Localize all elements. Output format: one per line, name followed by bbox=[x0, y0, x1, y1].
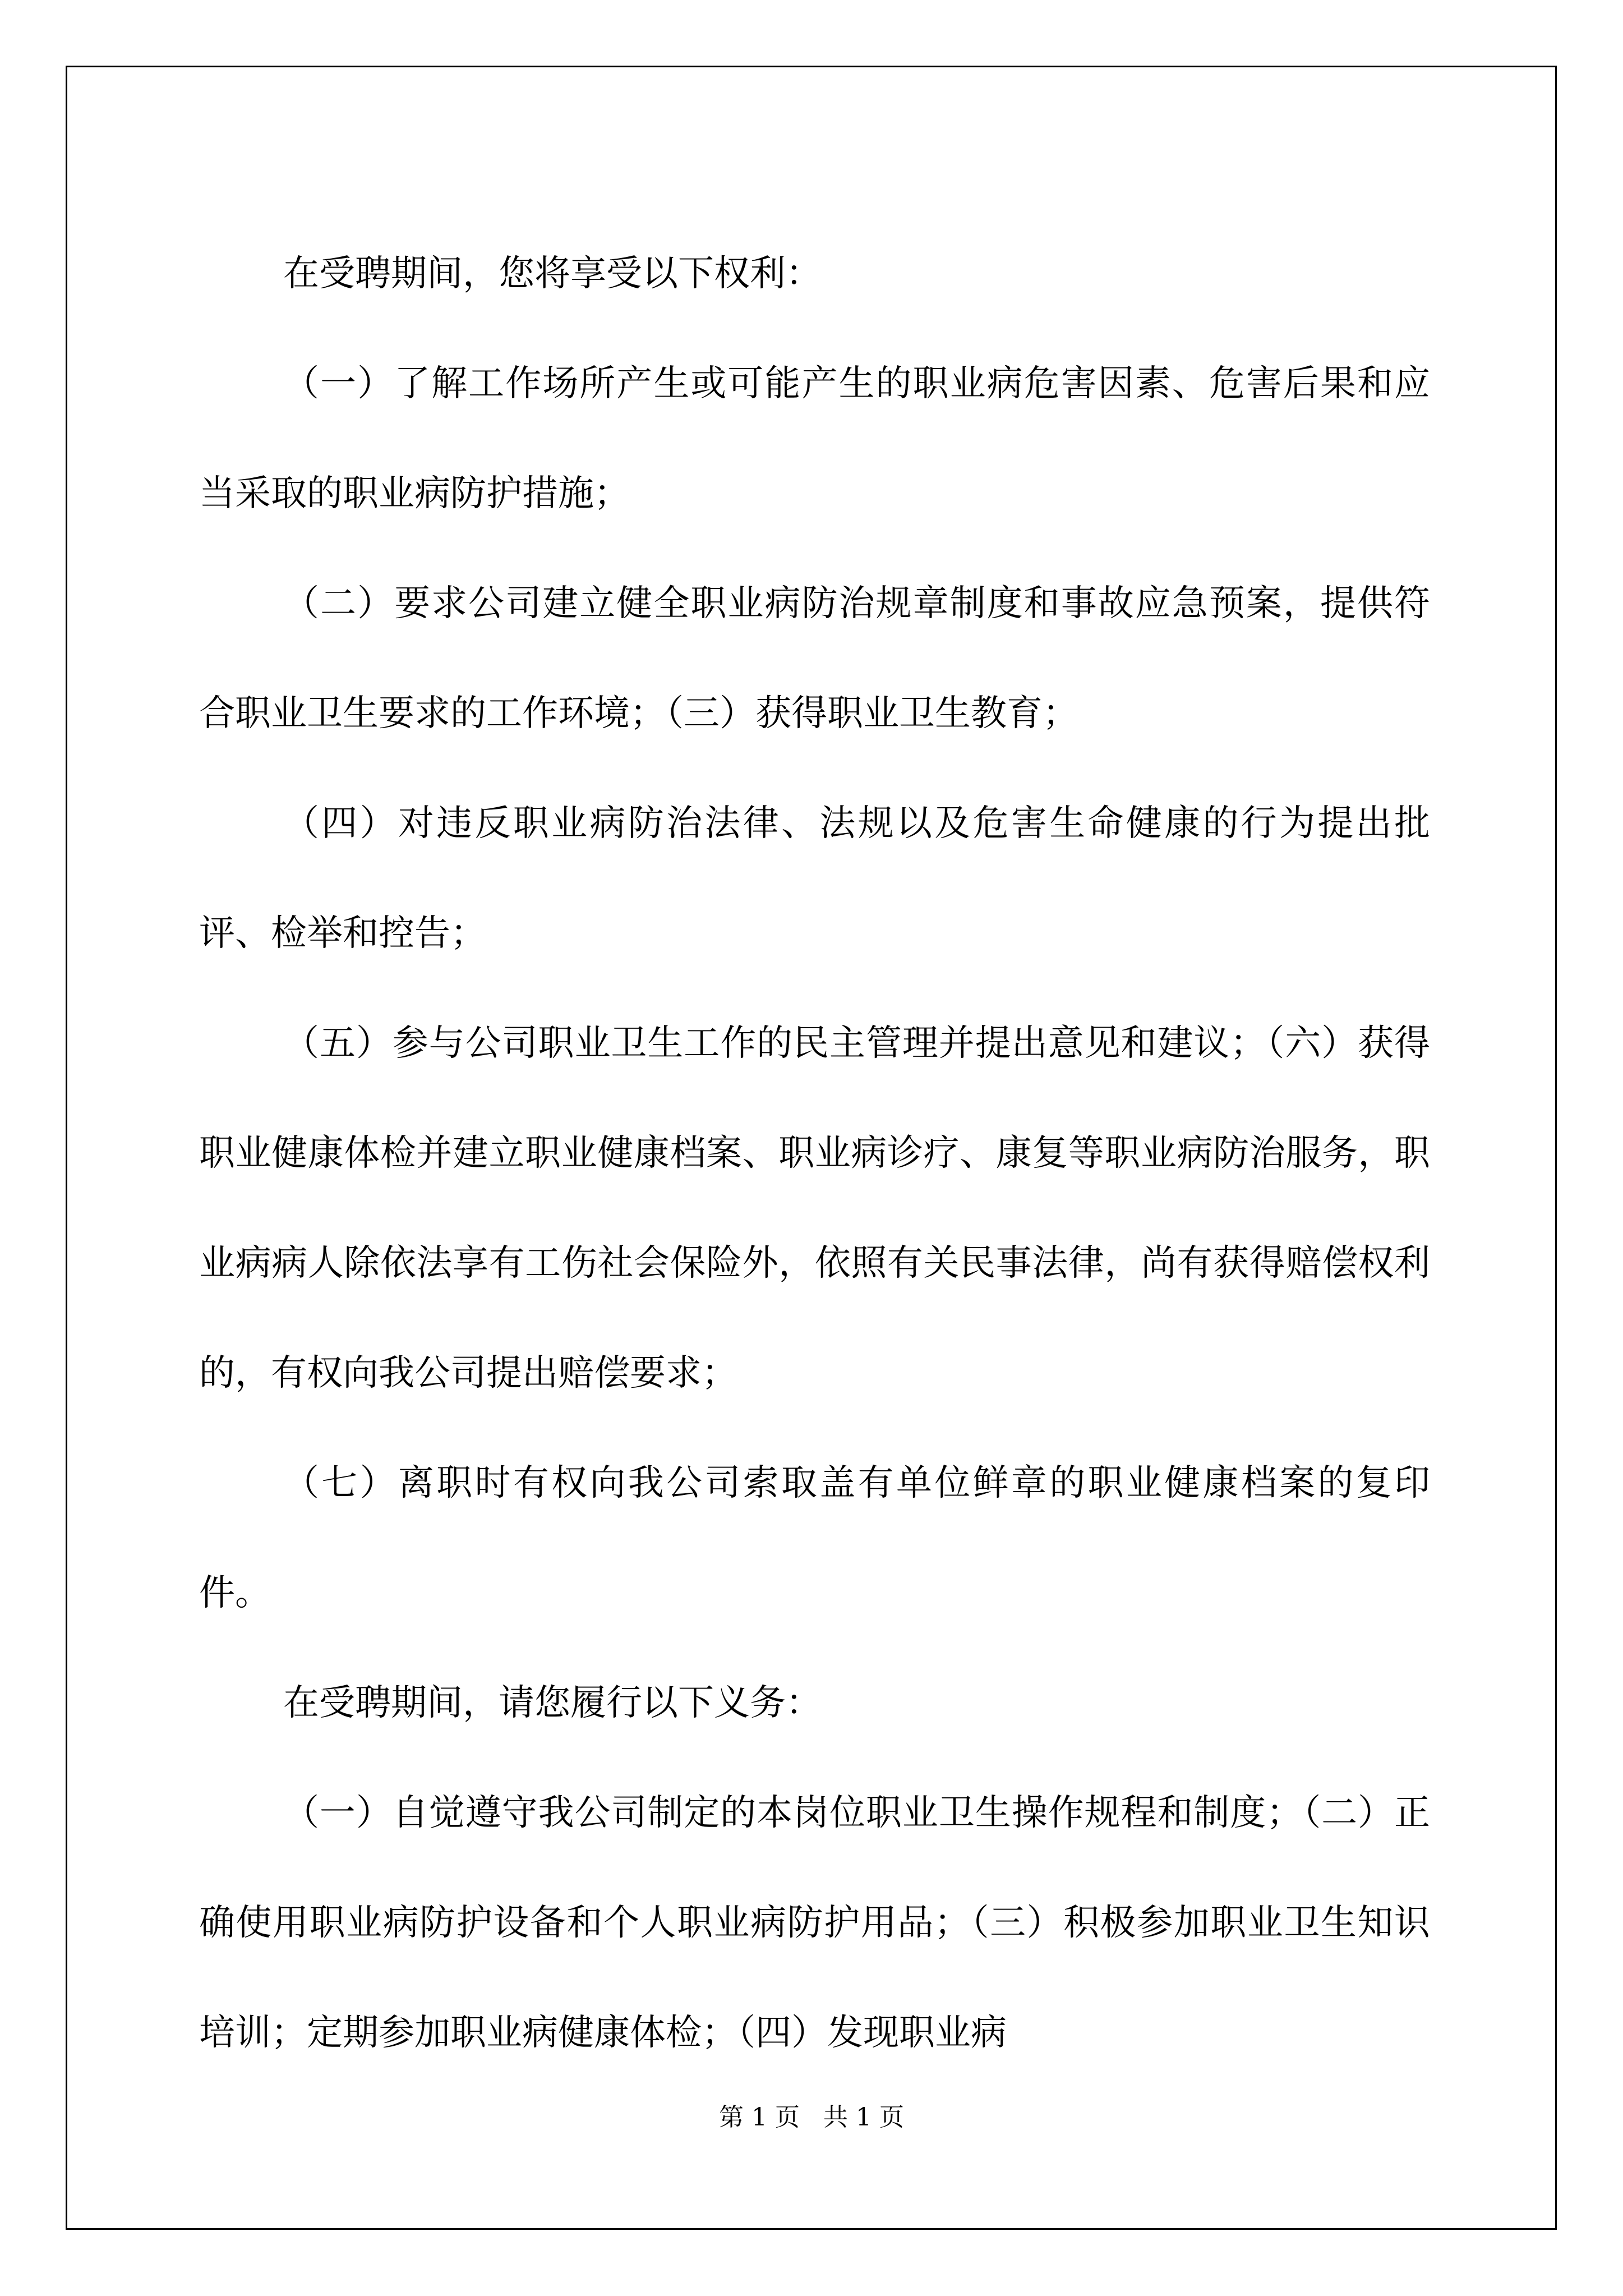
paragraph-rights-intro: 在受聘期间，您将享受以下权利： bbox=[283, 253, 822, 295]
paragraph-duties-intro: 在受聘期间，请您履行以下义务： bbox=[283, 1682, 822, 1724]
paragraph-right-5-6: （五）参与公司职业卫生工作的民主管理并提出意见和建议；（六）获得职业健康体检并建立职业健康档案、职业病诊疗、康复等职业病防治服务，职业病病人除依法享有工伤社会保险外，依照有关民事法律，尚有获得赔偿权利的，有权向我公司提出赔偿要求； bbox=[199, 1023, 1430, 1394]
paragraph-right-1: （一）了解工作场所产生或可能产生的职业病危害因素、危害后果和应当采取的职业病防护措施； bbox=[199, 363, 1430, 514]
paragraph-right-7: （七）离职时有权向我公司索取盖有单位鲜章的职业健康档案的复印件。 bbox=[199, 1462, 1430, 1614]
page-number-footer: 第 1 页 共 1 页 bbox=[719, 2103, 904, 2132]
paragraph-duties-list: （一）自觉遵守我公司制定的本岗位职业卫生操作规程和制度；（二）正确使用职业病防护设备和个人职业病防护用品；（三）积极参加职业卫生知识培训；定期参加职业病健康体检；（四）发现职业病 bbox=[199, 1792, 1430, 2054]
paragraph-right-2-3: （二）要求公司建立健全职业病防治规章制度和事故应急预案，提供符合职业卫生要求的工作环境；（三）获得职业卫生教育； bbox=[199, 583, 1430, 734]
paragraph-right-4: （四）对违反职业病防治法律、法规以及危害生命健康的行为提出批评、检举和控告； bbox=[199, 803, 1430, 954]
document-body bbox=[199, 219, 1430, 2088]
